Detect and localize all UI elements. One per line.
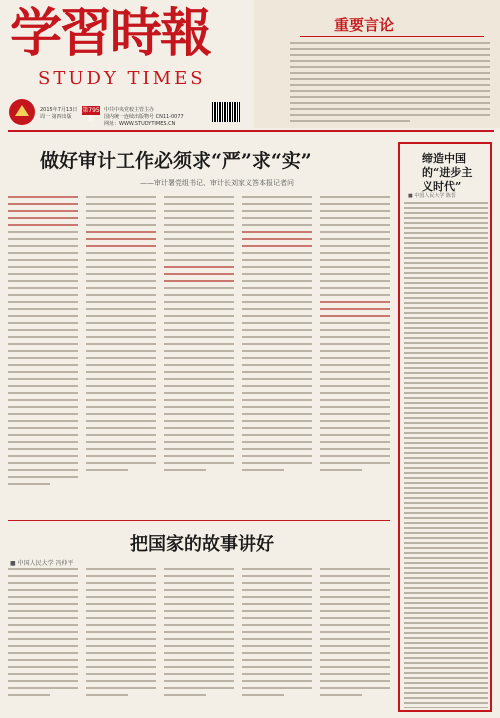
text-column: [86, 196, 156, 514]
text-column: [164, 196, 234, 514]
important-speech-body: [290, 42, 490, 122]
text-column: [8, 568, 78, 714]
masthead: [8, 3, 244, 127]
lead-article-body: [8, 196, 390, 514]
lead-headline: 做好审计工作必须求“严”求“实”: [40, 150, 312, 172]
important-speech-box: [254, 0, 500, 128]
barcode: [212, 102, 240, 122]
text-column: [86, 568, 156, 714]
header-divider: [8, 130, 494, 132]
second-article-body: [8, 568, 390, 714]
sidebar-author: ■ 中国人民大学 陈晋: [408, 193, 456, 199]
important-speech-title: 重要言论: [334, 16, 395, 34]
issue-number: 第795期: [82, 107, 100, 123]
sidebar-article: [398, 142, 492, 712]
lead-subheadline: ——审计署党组书记、审计长刘家义答本报记者问: [140, 179, 294, 187]
text-column: [320, 568, 390, 714]
text-column: [242, 196, 312, 514]
second-author: ■ 中国人民大学 冯仲平: [10, 560, 74, 567]
divider: [300, 36, 484, 37]
text-column: [320, 196, 390, 514]
text-column: [164, 568, 234, 714]
newspaper-subtitle: STUDY TIMES: [38, 68, 206, 89]
sidebar-headline: 缔造中国的“进步主义时代”: [422, 152, 473, 193]
section-divider: [8, 520, 390, 521]
sidebar-article-body: [404, 202, 488, 708]
text-column: [242, 568, 312, 714]
second-headline: 把国家的故事讲好: [130, 534, 274, 555]
publication-info: 中共中央党校主管主办 国内统一连续出版物号 CN11-0077 网址：WWW.STUDYTIMES.CN: [104, 107, 184, 127]
issue-date: 2015年7月13日 周一 第四出版: [40, 107, 78, 120]
newspaper-title: 学習時報: [10, 3, 211, 64]
text-column: [8, 196, 78, 514]
party-emblem-icon: [8, 98, 36, 126]
